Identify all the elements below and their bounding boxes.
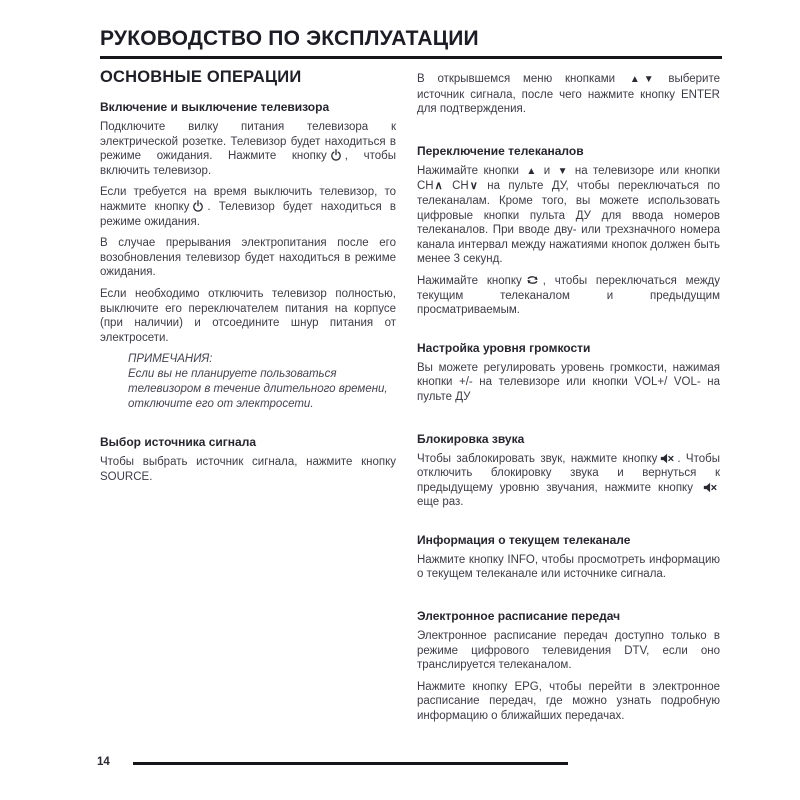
- note-text: Если вы не планируете пользоваться телевизором в течение длительного времени, отключите его от электросети.: [128, 368, 388, 411]
- heading-epg: Электронное расписание передач: [417, 609, 621, 624]
- recall-swap-icon: [525, 274, 540, 286]
- down-arrow-icon: ▼: [557, 165, 568, 177]
- heading-power-on-off: Включение и выключение телевизора: [100, 100, 330, 114]
- power-icon: [330, 149, 342, 161]
- up-arrow-icon: ▲: [526, 165, 537, 177]
- page-number: 14: [97, 756, 110, 768]
- note-label: ПРИМЕЧАНИЯ:: [128, 353, 213, 366]
- paragraph-power-2: Если требуется на время выключить телевизор, то нажмите кнопку . Телевизор будет находиться в режиме ожидания.: [100, 186, 396, 228]
- paragraph-power-4: Если необходимо отключить телевизор полностью, выключите его переключателем питания на корпусе (при наличии) и отсоедините шнур питания от электросети.: [100, 287, 396, 344]
- ch-up-icon: ∧: [434, 180, 443, 193]
- paragraph-mute: Чтобы заблокировать звук, нажмите кнопку . Чтобы отключить блокировку звука и вернуться к предыдущему уровню звучания, нажмите кнопку еще раз.: [417, 452, 720, 509]
- header-rule: [100, 56, 722, 59]
- mute-icon: [660, 453, 674, 464]
- heading-channel-info: Информация о текущем телеканале: [417, 532, 631, 547]
- section-title-basic-operations: ОСНОВНЫЕ ОПЕРАЦИИ: [100, 68, 302, 86]
- ch-down-icon: ∨: [469, 180, 478, 193]
- paragraph-epg-2: Нажмите кнопку EPG, чтобы перейти в электронное расписание передач, где можно узнать подробную информацию о ближайших передачах.: [417, 680, 720, 723]
- paragraph-epg-1: Электронное расписание передач доступно только в режиме цифрового телевидения DTV, если оно транслируется телеканалом.: [417, 630, 720, 672]
- paragraph-source: Чтобы выбрать источник сигнала, нажмите кнопку SOURCE.: [100, 456, 396, 483]
- paragraph-power-3: В случае прерывания электропитания после его возобновления телевизор будет находиться в режиме ожидания.: [100, 237, 396, 279]
- power-icon: [192, 200, 204, 212]
- paragraph-channels-1: Нажимайте кнопки ▲ и ▼ на телевизоре или кнопки CH∧ CH∨ на пульте ДУ, чтобы переключаться по телеканалам. Кроме того, вы можете использовать цифровые кнопки пульта ДУ для ввода номеров телеканалов. При вводе дву- или трехзначного номера канала интервал между нажатиями кнопок должен быть менее 3 секунд.: [417, 164, 721, 266]
- note-block: [128, 352, 396, 412]
- right-column: [417, 72, 720, 731]
- paragraph-volume: Вы можете регулировать уровень громкости, нажимая кнопки +/- на телевизоре или кнопки VOL+/ VOL- на пульте ДУ: [417, 361, 720, 403]
- left-column: [100, 68, 396, 492]
- heading-channel-switching: Переключение телеканалов: [417, 143, 584, 158]
- up-arrow-icon: ▲: [629, 74, 640, 85]
- paragraph-menu-select: В открывшемся меню кнопками ▲ ▼ выберите источник сигнала, после чего нажмите кнопку ENTER для подтверждения.: [417, 73, 720, 116]
- heading-mute: Блокировка звука: [417, 431, 525, 446]
- paragraph-channel-info: Нажмите кнопку INFO, чтобы просмотреть информацию о текущем телеканале или источнике сигнала.: [417, 553, 720, 581]
- heading-source-select: Выбор источника сигнала: [100, 435, 256, 450]
- down-arrow-icon: ▼: [643, 74, 654, 85]
- footer-rule: [133, 762, 568, 765]
- paragraph-power-1: Подключите вилку питания телевизора к электрической розетке. Телевизор будет находиться в режиме ожидания. Нажмите кнопку , чтобы включить телевизор.: [100, 121, 396, 177]
- page-title: РУКОВОДСТВО ПО ЭКСПЛУАТАЦИИ: [100, 27, 479, 50]
- heading-volume: Настройка уровня громкости: [417, 340, 591, 355]
- paragraph-channels-2: Нажимайте кнопку , чтобы переключаться между текущим телеканалом и предыдущим просматриваемым.: [417, 274, 720, 317]
- mute-icon: [703, 482, 717, 493]
